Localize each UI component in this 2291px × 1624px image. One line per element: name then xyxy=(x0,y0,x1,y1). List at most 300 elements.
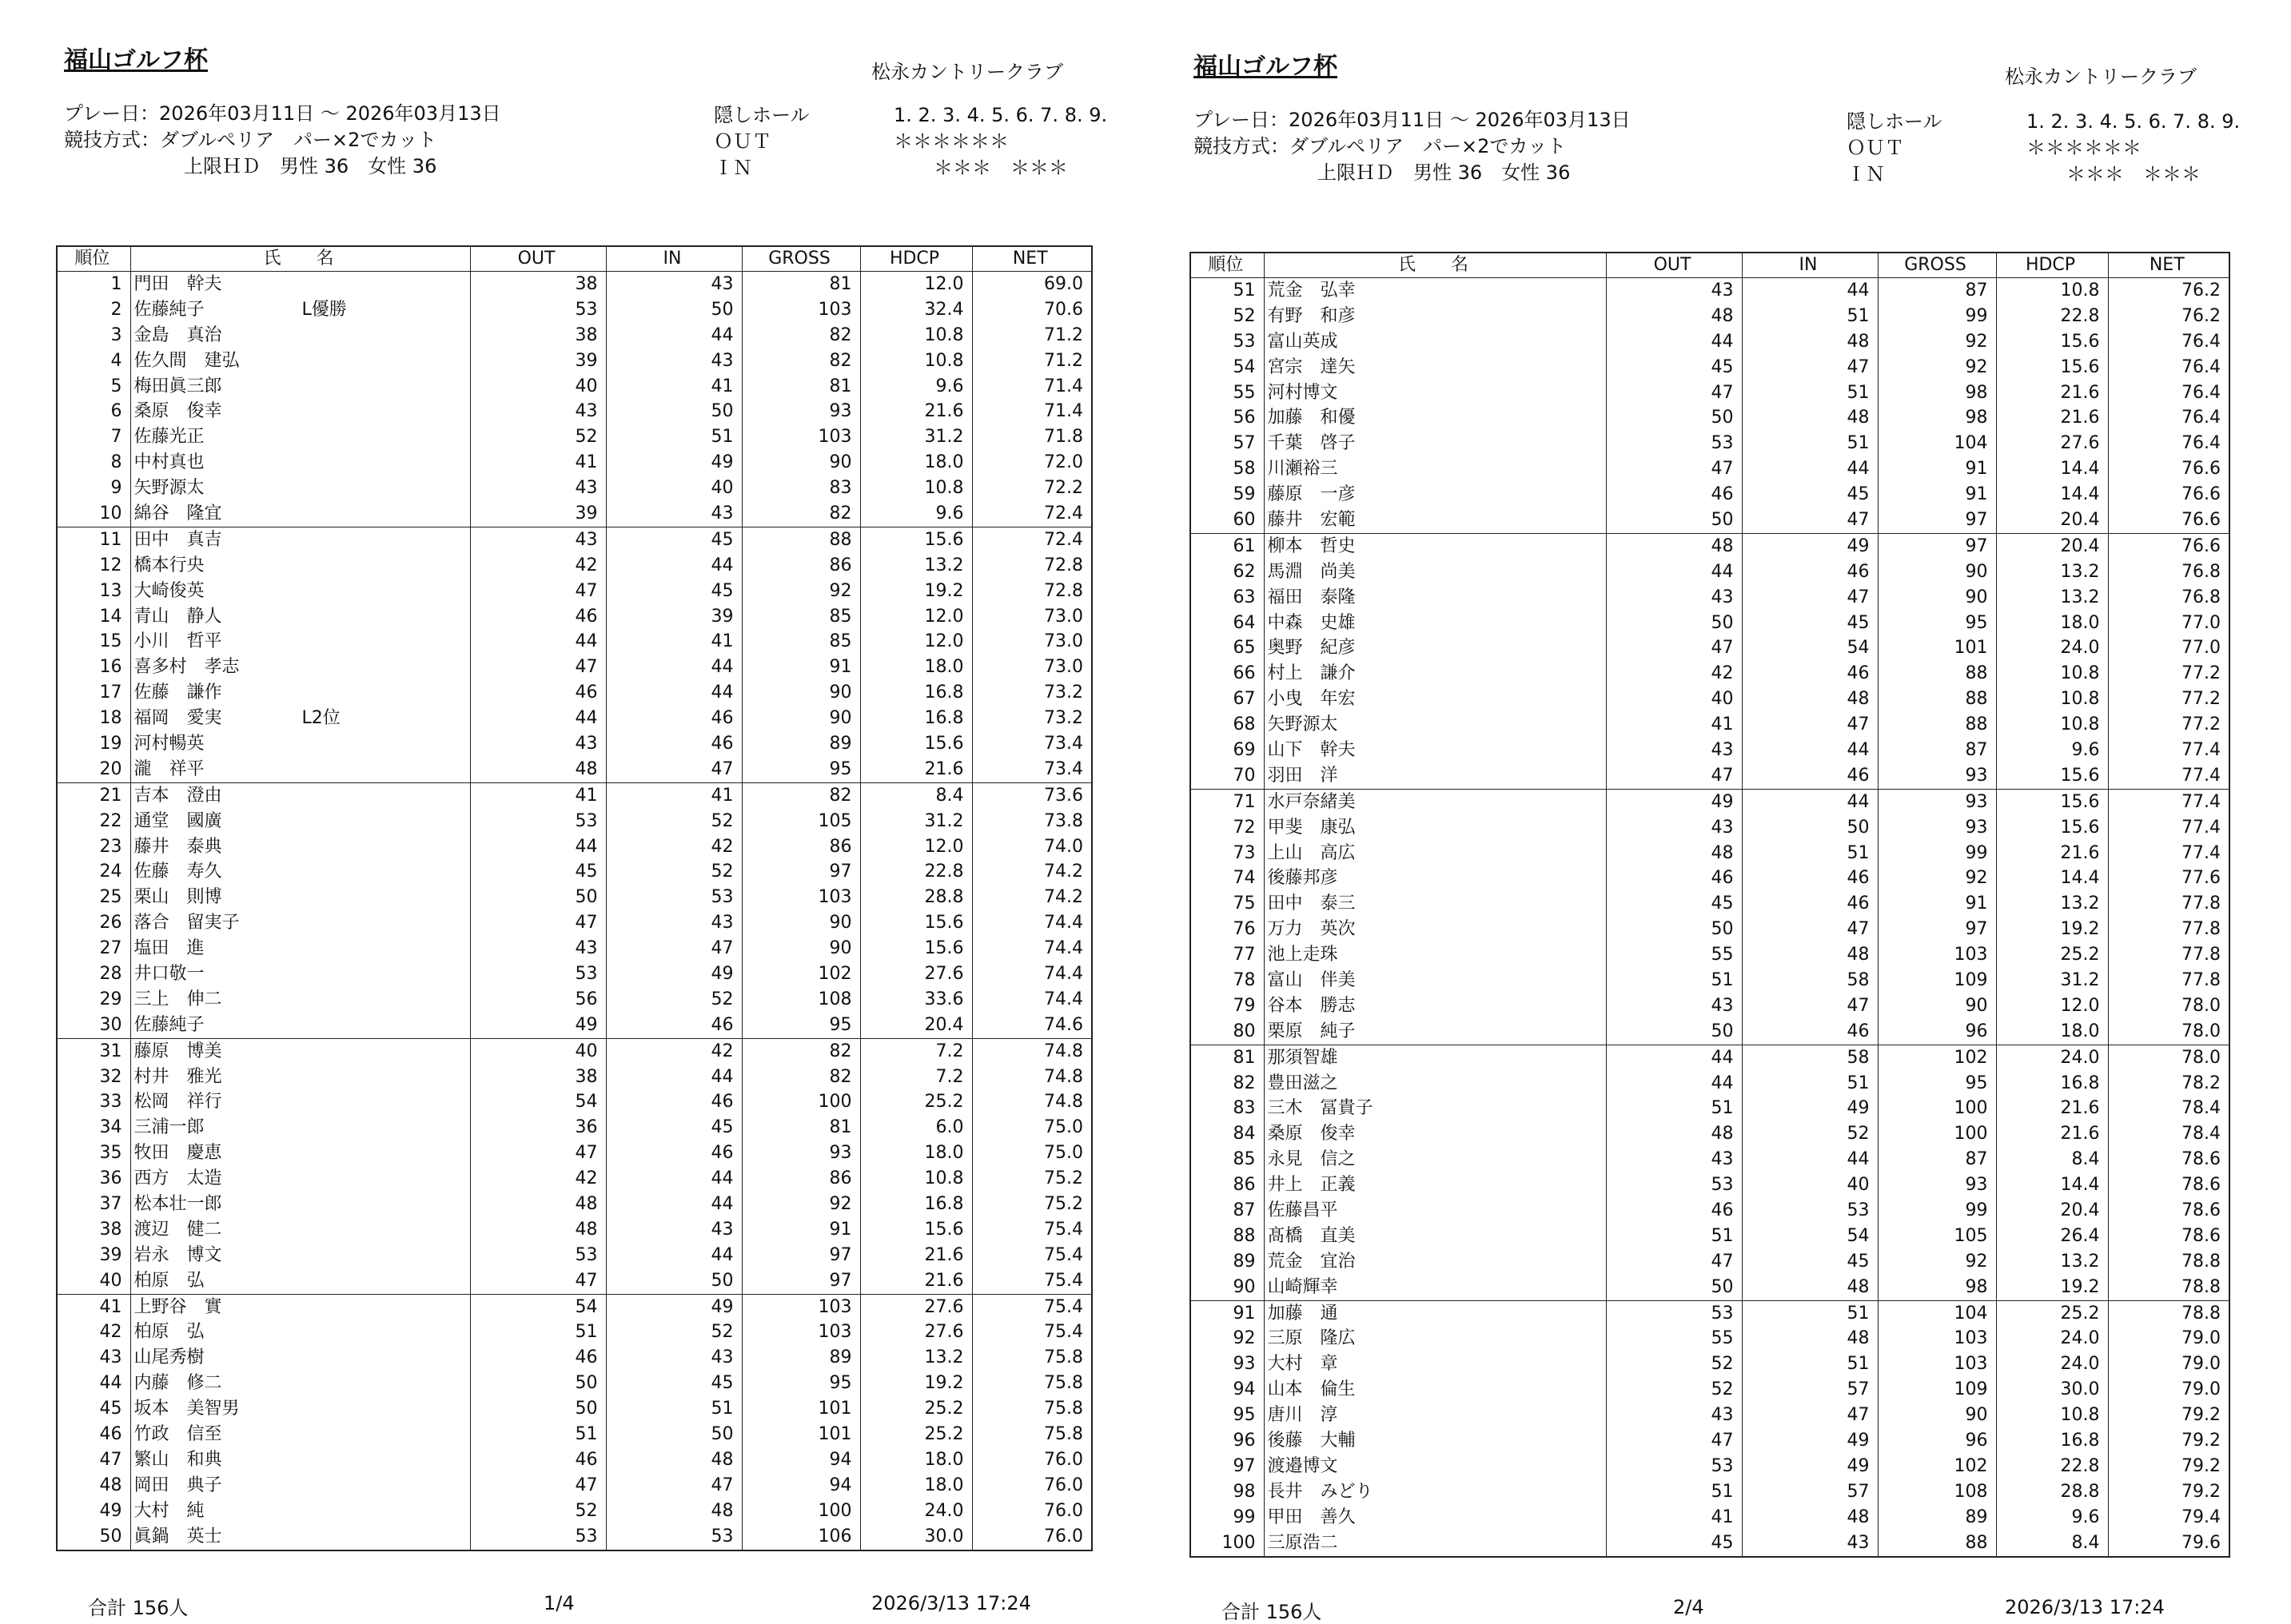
table-row xyxy=(57,527,1092,552)
player-name: 福田 泰隆 xyxy=(1267,587,1356,607)
gross-cell: 90 xyxy=(742,910,860,936)
hdcp-cell: 15.6 xyxy=(1996,789,2108,814)
hdcp-cell: 19.2 xyxy=(1996,1275,2108,1300)
table-row xyxy=(57,1371,1092,1396)
name-cell xyxy=(130,961,470,987)
player-name: 柏原 弘 xyxy=(133,1322,205,1343)
hdcp-cell: 15.6 xyxy=(860,527,972,552)
hdcp-cell: 21.6 xyxy=(860,757,972,782)
name-cell xyxy=(130,399,470,424)
out-hidden-marks: ＊＊＊＊＊＊ xyxy=(2026,137,2142,159)
out-cell: 47 xyxy=(470,1473,606,1499)
name-cell xyxy=(130,1524,470,1550)
hdcp-cell: 26.4 xyxy=(1996,1224,2108,1249)
net-cell: 69.0 xyxy=(972,272,1092,297)
table-row xyxy=(57,834,1092,860)
player-name: 金島 真治 xyxy=(133,324,222,345)
hdcp-cell: 8.4 xyxy=(1996,1530,2108,1557)
rank-cell: 3 xyxy=(57,323,130,348)
in-cell: 50 xyxy=(606,1268,742,1294)
in-cell: 47 xyxy=(1742,993,1878,1019)
in-cell: 51 xyxy=(1742,1351,1878,1377)
gross-cell: 88 xyxy=(1878,661,1996,687)
out-cell: 47 xyxy=(1606,763,1742,789)
gross-cell: 86 xyxy=(742,1166,860,1192)
hdcp-cell: 25.2 xyxy=(1996,1300,2108,1326)
net-cell: 77.8 xyxy=(2108,942,2229,968)
table-row xyxy=(1190,380,2229,406)
net-cell: 78.4 xyxy=(2108,1121,2229,1147)
rank-cell: 15 xyxy=(57,629,130,655)
name-cell xyxy=(130,910,470,936)
hdcp-cell: 6.0 xyxy=(860,1115,972,1140)
table-row xyxy=(1190,1198,2229,1224)
in-cell: 58 xyxy=(1742,1045,1878,1070)
player-name: 万力 英次 xyxy=(1267,919,1356,940)
out-cell: 41 xyxy=(1606,712,1742,738)
gross-cell: 106 xyxy=(742,1524,860,1550)
player-name: 佐藤光正 xyxy=(133,427,205,448)
in-cell: 45 xyxy=(606,1115,742,1140)
in-cell: 46 xyxy=(606,1090,742,1116)
in-cell: 51 xyxy=(1742,1300,1878,1326)
hdcp-cell: 33.6 xyxy=(860,987,972,1013)
gross-cell: 88 xyxy=(1878,687,1996,712)
rank-cell: 40 xyxy=(57,1268,130,1294)
table-row xyxy=(57,476,1092,501)
in-cell: 47 xyxy=(606,757,742,782)
hdcp-cell: 32.4 xyxy=(860,297,972,323)
results-table xyxy=(1189,252,2230,1558)
in-cell: 54 xyxy=(1742,1224,1878,1249)
out-cell: 41 xyxy=(1606,1505,1742,1530)
in-cell: 46 xyxy=(606,731,742,757)
table-row xyxy=(1190,789,2229,814)
player-name: 後藤 大輔 xyxy=(1267,1431,1356,1451)
name-cell xyxy=(1264,763,1606,789)
in-cell: 49 xyxy=(606,450,742,476)
table-row xyxy=(1190,355,2229,380)
rank-cell: 31 xyxy=(57,1038,130,1064)
table-row xyxy=(1190,1147,2229,1172)
gross-cell: 89 xyxy=(742,731,860,757)
in-cell: 43 xyxy=(606,272,742,297)
table-row xyxy=(57,348,1092,374)
rank-cell: 72 xyxy=(1190,815,1264,841)
player-name: 通堂 國廣 xyxy=(133,810,222,831)
name-cell xyxy=(1264,1479,1606,1505)
table-row xyxy=(1190,661,2229,687)
gross-cell: 103 xyxy=(742,297,860,323)
gross-cell: 93 xyxy=(1878,1172,1996,1198)
gross-cell: 87 xyxy=(1878,278,1996,304)
player-name: 中森 史雄 xyxy=(1267,612,1356,633)
name-cell xyxy=(130,1243,470,1268)
player-name: 甲田 善久 xyxy=(1267,1507,1356,1527)
hdcp-cell: 19.2 xyxy=(1996,917,2108,942)
net-cell: 76.8 xyxy=(2108,585,2229,611)
rank-cell: 66 xyxy=(1190,661,1264,687)
out-cell: 43 xyxy=(470,731,606,757)
rank-cell: 54 xyxy=(1190,355,1264,380)
out-cell: 50 xyxy=(1606,508,1742,533)
net-cell: 78.8 xyxy=(2108,1249,2229,1275)
award-note: L優勝 xyxy=(301,299,347,320)
gross-cell: 103 xyxy=(1878,1327,1996,1352)
gross-cell: 88 xyxy=(742,527,860,552)
out-cell: 47 xyxy=(1606,456,1742,482)
name-cell xyxy=(1264,661,1606,687)
rank-cell: 73 xyxy=(1190,841,1264,866)
net-cell: 77.2 xyxy=(2108,687,2229,712)
hdcp-cell: 31.2 xyxy=(860,809,972,834)
gross-cell: 103 xyxy=(1878,1351,1996,1377)
rank-cell: 18 xyxy=(57,706,130,731)
table-row xyxy=(1190,866,2229,891)
hdcp-cell: 10.8 xyxy=(1996,278,2108,304)
out-cell: 38 xyxy=(470,272,606,297)
col-name-header: 氏 名 xyxy=(130,246,470,272)
table-row xyxy=(57,1294,1092,1320)
out-cell: 48 xyxy=(470,1217,606,1243)
net-cell: 72.4 xyxy=(972,501,1092,527)
in-cell: 50 xyxy=(606,1422,742,1447)
in-cell: 46 xyxy=(1742,763,1878,789)
net-cell: 79.2 xyxy=(2108,1403,2229,1428)
name-cell xyxy=(130,1268,470,1294)
rank-cell: 89 xyxy=(1190,1249,1264,1275)
table-row xyxy=(57,272,1092,297)
hdcp-cell: 16.8 xyxy=(1996,1428,2108,1454)
table-row xyxy=(57,706,1092,731)
net-cell: 77.6 xyxy=(2108,866,2229,891)
out-cell: 53 xyxy=(1606,1172,1742,1198)
net-cell: 78.6 xyxy=(2108,1147,2229,1172)
name-cell xyxy=(130,604,470,630)
table-row xyxy=(57,553,1092,579)
out-cell: 42 xyxy=(1606,661,1742,687)
out-cell: 43 xyxy=(1606,585,1742,611)
gross-cell: 98 xyxy=(1878,405,1996,431)
player-name: 瀧 祥平 xyxy=(133,758,205,779)
name-cell xyxy=(1264,456,1606,482)
competition-format: 競技方式：ダブルペリア パー×2でカット xyxy=(64,129,437,151)
table-row xyxy=(1190,1351,2229,1377)
name-cell xyxy=(130,757,470,782)
net-cell: 79.6 xyxy=(2108,1530,2229,1557)
rank-cell: 33 xyxy=(57,1090,130,1116)
out-cell: 36 xyxy=(470,1115,606,1140)
net-cell: 76.4 xyxy=(2108,355,2229,380)
table-row xyxy=(1190,1224,2229,1249)
name-cell xyxy=(130,1499,470,1524)
gross-cell: 93 xyxy=(742,399,860,424)
in-cell: 47 xyxy=(1742,712,1878,738)
gross-cell: 102 xyxy=(1878,1454,1996,1479)
name-cell xyxy=(130,297,470,323)
hdcp-cell: 28.8 xyxy=(860,885,972,910)
out-cell: 46 xyxy=(470,1345,606,1371)
player-name: 山尾秀樹 xyxy=(133,1347,205,1368)
out-cell: 50 xyxy=(1606,1019,1742,1045)
out-cell: 53 xyxy=(470,1243,606,1268)
rank-cell: 4 xyxy=(57,348,130,374)
table-row xyxy=(1190,405,2229,431)
in-cell: 41 xyxy=(606,374,742,400)
player-name: 矢野源太 xyxy=(133,478,205,499)
table-row xyxy=(1190,304,2229,329)
in-hidden-marks: ＊＊＊ ＊＊＊ xyxy=(2066,163,2201,185)
player-name: 佐藤 謙作 xyxy=(133,683,222,703)
net-cell: 76.2 xyxy=(2108,278,2229,304)
table-row xyxy=(57,961,1092,987)
name-cell xyxy=(130,374,470,400)
rank-cell: 64 xyxy=(1190,611,1264,636)
in-cell: 58 xyxy=(1742,968,1878,993)
gross-cell: 103 xyxy=(742,1320,860,1346)
name-cell xyxy=(130,1192,470,1217)
net-cell: 78.0 xyxy=(2108,1019,2229,1045)
in-cell: 44 xyxy=(1742,278,1878,304)
out-cell: 45 xyxy=(1606,1530,1742,1557)
hdcp-cell: 24.0 xyxy=(860,1499,972,1524)
name-cell xyxy=(1264,1327,1606,1352)
out-cell: 48 xyxy=(1606,841,1742,866)
name-cell xyxy=(1264,1121,1606,1147)
competition-format: 競技方式：ダブルペリア パー×2でカット xyxy=(1193,135,1567,157)
out-cell: 42 xyxy=(470,553,606,579)
rank-cell: 91 xyxy=(1190,1300,1264,1326)
gross-cell: 102 xyxy=(742,961,860,987)
hdcp-cell: 20.4 xyxy=(1996,508,2108,533)
name-cell xyxy=(1264,968,1606,993)
out-cell: 38 xyxy=(470,1065,606,1090)
player-name: 藤井 宏範 xyxy=(1267,509,1356,530)
table-row xyxy=(57,1345,1092,1371)
rank-cell: 98 xyxy=(1190,1479,1264,1505)
rank-cell: 87 xyxy=(1190,1198,1264,1224)
out-cell: 50 xyxy=(470,885,606,910)
rank-cell: 12 xyxy=(57,553,130,579)
name-cell xyxy=(130,1294,470,1320)
in-cell: 52 xyxy=(1742,1121,1878,1147)
net-cell: 75.0 xyxy=(972,1115,1092,1140)
name-cell xyxy=(1264,585,1606,611)
out-cell: 47 xyxy=(470,1268,606,1294)
in-cell: 47 xyxy=(606,1473,742,1499)
name-cell xyxy=(130,1345,470,1371)
in-cell: 48 xyxy=(1742,405,1878,431)
play-date: プレー日：2026年03月11日 ～ 2026年03月13日 xyxy=(64,102,501,125)
hdcp-cell: 20.4 xyxy=(860,1013,972,1038)
net-cell: 74.4 xyxy=(972,987,1092,1013)
net-cell: 75.4 xyxy=(972,1217,1092,1243)
rank-cell: 17 xyxy=(57,680,130,706)
club-name: 松永カントリークラブ xyxy=(2005,66,2197,88)
gross-cell: 91 xyxy=(1878,891,1996,917)
name-cell xyxy=(130,1140,470,1166)
player-name: 栗山 則博 xyxy=(133,887,222,908)
rank-cell: 99 xyxy=(1190,1505,1264,1530)
in-cell: 53 xyxy=(606,1524,742,1550)
in-cell: 52 xyxy=(606,859,742,885)
net-cell: 77.4 xyxy=(2108,841,2229,866)
net-cell: 76.2 xyxy=(2108,304,2229,329)
out-cell: 46 xyxy=(470,1447,606,1473)
hdcp-cell: 10.8 xyxy=(1996,661,2108,687)
rank-cell: 67 xyxy=(1190,687,1264,712)
net-cell: 73.2 xyxy=(972,706,1092,731)
hdcp-cell: 10.8 xyxy=(860,1166,972,1192)
out-cell: 40 xyxy=(470,374,606,400)
hdcp-cell: 8.4 xyxy=(1996,1147,2108,1172)
out-cell: 55 xyxy=(1606,1327,1742,1352)
hidden-hole-label: 隠しホール xyxy=(714,104,810,126)
out-cell: 48 xyxy=(1606,304,1742,329)
net-cell: 71.4 xyxy=(972,399,1092,424)
rank-cell: 36 xyxy=(57,1166,130,1192)
player-name: 落合 留実子 xyxy=(133,913,240,933)
in-cell: 45 xyxy=(1742,1249,1878,1275)
net-cell: 76.0 xyxy=(972,1524,1092,1550)
gross-cell: 81 xyxy=(742,272,860,297)
hdcp-cell: 25.2 xyxy=(860,1090,972,1116)
hdcp-cell: 16.8 xyxy=(1996,1071,2108,1097)
player-name: 三上 伸二 xyxy=(133,989,222,1009)
net-cell: 79.4 xyxy=(2108,1505,2229,1530)
out-cell: 41 xyxy=(470,782,606,808)
table-row xyxy=(57,680,1092,706)
out-cell: 52 xyxy=(1606,1377,1742,1403)
rank-cell: 82 xyxy=(1190,1071,1264,1097)
table-row xyxy=(57,782,1092,808)
in-cell: 52 xyxy=(606,809,742,834)
net-cell: 72.0 xyxy=(972,450,1092,476)
net-cell: 79.0 xyxy=(2108,1327,2229,1352)
hdcp-cell: 9.6 xyxy=(860,374,972,400)
hdcp-cell: 18.0 xyxy=(860,655,972,680)
out-cell: 51 xyxy=(1606,968,1742,993)
gross-cell: 104 xyxy=(1878,431,1996,456)
rank-cell: 16 xyxy=(57,655,130,680)
col-out-header: OUT xyxy=(1606,253,1742,278)
table-row xyxy=(1190,841,2229,866)
table-row xyxy=(1190,1249,2229,1275)
table-row xyxy=(57,604,1092,630)
name-cell xyxy=(130,1396,470,1422)
rank-cell: 30 xyxy=(57,1013,130,1038)
table-header-row xyxy=(1190,253,2229,278)
hdcp-cell: 15.6 xyxy=(860,731,972,757)
player-name: 門田 幹夫 xyxy=(133,273,222,294)
hdcp-cell: 24.0 xyxy=(1996,1327,2108,1352)
in-cell: 40 xyxy=(606,476,742,501)
hdcp-cell: 18.0 xyxy=(1996,611,2108,636)
rank-cell: 74 xyxy=(1190,866,1264,891)
name-cell xyxy=(1264,1045,1606,1070)
in-cell: 47 xyxy=(606,936,742,961)
table-row xyxy=(1190,1172,2229,1198)
table-row xyxy=(1190,1275,2229,1300)
rank-cell: 75 xyxy=(1190,891,1264,917)
hdcp-cell: 14.4 xyxy=(1996,482,2108,508)
out-cell: 43 xyxy=(470,936,606,961)
player-name: 竹政 信至 xyxy=(133,1424,222,1445)
hdcp-cell: 21.6 xyxy=(860,1268,972,1294)
gross-cell: 92 xyxy=(742,1192,860,1217)
net-cell: 72.8 xyxy=(972,553,1092,579)
table-row xyxy=(57,1447,1092,1473)
net-cell: 77.4 xyxy=(2108,815,2229,841)
in-cell: 49 xyxy=(1742,1428,1878,1454)
out-cell: 49 xyxy=(470,1013,606,1038)
net-cell: 75.4 xyxy=(972,1294,1092,1320)
gross-cell: 97 xyxy=(1878,917,1996,942)
out-cell: 47 xyxy=(470,910,606,936)
in-label: ＩＮ xyxy=(714,157,752,179)
rank-cell: 39 xyxy=(57,1243,130,1268)
out-cell: 47 xyxy=(1606,1428,1742,1454)
name-cell xyxy=(1264,712,1606,738)
name-cell xyxy=(1264,866,1606,891)
in-cell: 46 xyxy=(606,1013,742,1038)
net-cell: 77.2 xyxy=(2108,712,2229,738)
name-cell xyxy=(1264,482,1606,508)
out-cell: 47 xyxy=(1606,635,1742,661)
rank-cell: 52 xyxy=(1190,304,1264,329)
in-cell: 39 xyxy=(606,604,742,630)
hdcp-cell: 13.2 xyxy=(1996,585,2108,611)
in-cell: 42 xyxy=(606,1038,742,1064)
rank-cell: 34 xyxy=(57,1115,130,1140)
out-cell: 51 xyxy=(1606,1097,1742,1122)
net-cell: 76.0 xyxy=(972,1499,1092,1524)
in-cell: 43 xyxy=(606,501,742,527)
table-row xyxy=(57,1473,1092,1499)
table-row xyxy=(57,374,1092,400)
out-cell: 43 xyxy=(1606,738,1742,763)
table-row xyxy=(57,987,1092,1013)
name-cell xyxy=(1264,508,1606,533)
hdcp-cell: 19.2 xyxy=(860,579,972,604)
hdcp-cell: 22.8 xyxy=(1996,1454,2108,1479)
col-gross-header: GROSS xyxy=(742,246,860,272)
gross-cell: 92 xyxy=(1878,329,1996,355)
in-cell: 42 xyxy=(606,834,742,860)
hdcp-cell: 13.2 xyxy=(860,1345,972,1371)
player-name: 村上 謙介 xyxy=(1267,663,1356,684)
hdcp-cell: 16.8 xyxy=(860,680,972,706)
in-cell: 51 xyxy=(1742,1071,1878,1097)
name-cell xyxy=(130,885,470,910)
in-cell: 45 xyxy=(606,579,742,604)
net-cell: 75.8 xyxy=(972,1396,1092,1422)
rank-cell: 46 xyxy=(57,1422,130,1447)
rank-cell: 26 xyxy=(57,910,130,936)
player-name: 加藤 和優 xyxy=(1267,408,1356,428)
rank-cell: 94 xyxy=(1190,1377,1264,1403)
table-row xyxy=(1190,1019,2229,1045)
net-cell: 71.2 xyxy=(972,323,1092,348)
out-cell: 40 xyxy=(1606,687,1742,712)
hdcp-cell: 21.6 xyxy=(1996,405,2108,431)
name-cell xyxy=(130,782,470,808)
rank-cell: 25 xyxy=(57,885,130,910)
gross-cell: 93 xyxy=(742,1140,860,1166)
rank-cell: 96 xyxy=(1190,1428,1264,1454)
table-row xyxy=(57,1217,1092,1243)
out-cell: 39 xyxy=(470,501,606,527)
